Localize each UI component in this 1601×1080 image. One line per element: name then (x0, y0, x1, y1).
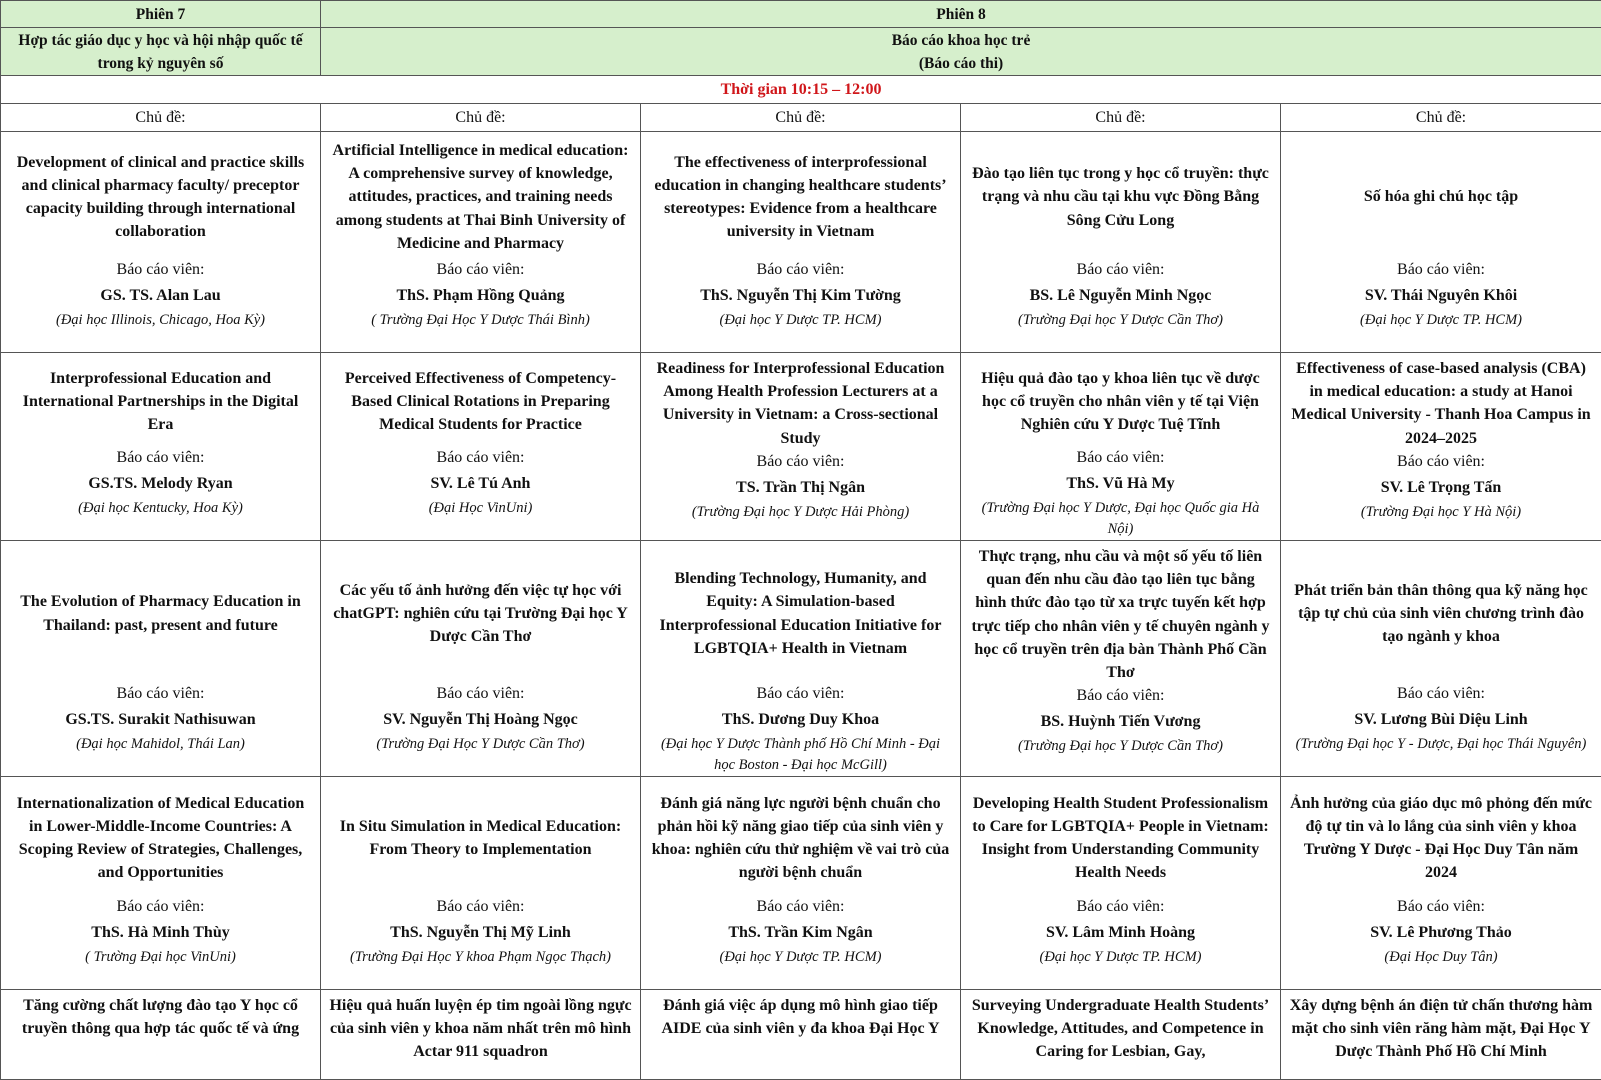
talk-title: The Evolution of Pharmacy Education in Thailand: past, present and future (9, 545, 312, 682)
talk-row (1, 777, 1601, 990)
session8-theme-title: Báo cáo khoa học trẻ (329, 29, 1593, 52)
speaker-name: SV. Lâm Minh Hoàng (969, 919, 1272, 947)
talk-cell (1, 777, 321, 990)
speaker-block (1289, 895, 1593, 989)
talk-cell-content (1281, 132, 1601, 352)
talk-cell (1281, 777, 1601, 990)
talk-title: Tăng cường chất lượng đào tạo Y học cổ truyền thông qua hợp tác quốc tế và ứng (9, 994, 312, 1079)
speaker-affiliation: (Trường Đại Học Y khoa Phạm Ngọc Thạch) (329, 947, 632, 989)
speaker-affiliation: (Đại học Y Dược TP. HCM) (649, 310, 952, 352)
talk-cell-content (641, 541, 960, 776)
talk-row (1, 132, 1601, 353)
speaker-block (969, 895, 1272, 989)
talk-title: Effectiveness of case-based analysis (CBA) in medical education: a study at Hanoi Medical University - Thanh Hoa Campus in 2024–2025 (1289, 357, 1593, 450)
speaker-label: Báo cáo viên: (1289, 450, 1593, 474)
talk-cell (1281, 132, 1601, 353)
speaker-affiliation: (Đại Học Duy Tân) (1289, 947, 1593, 989)
speaker-affiliation: (Đại học Y Dược TP. HCM) (969, 947, 1272, 989)
talk-cell-content (1281, 777, 1601, 989)
speaker-block (329, 895, 632, 989)
speaker-affiliation: (Trường Đại học Y Hà Nội) (1289, 502, 1593, 544)
topic-label: Chủ đề: (961, 104, 1281, 132)
talk-cell-content (321, 132, 640, 352)
theme-row (1, 28, 1601, 76)
speaker-block (9, 446, 312, 540)
speaker-name: ThS. Vũ Hà My (969, 470, 1272, 498)
speaker-name: SV. Thái Nguyên Khôi (1289, 282, 1593, 310)
speaker-affiliation: (Trường Đại học Y - Dược, Đại học Thái Nguyên) (1289, 734, 1593, 776)
speaker-affiliation: (Đại học Illinois, Chicago, Hoa Kỳ) (9, 310, 312, 352)
speaker-affiliation: (Trường Đại học Y Dược Hải Phòng) (649, 502, 952, 544)
speaker-name: SV. Lê Trọng Tấn (1289, 474, 1593, 502)
speaker-label: Báo cáo viên: (969, 684, 1272, 708)
talk-row (1, 353, 1601, 541)
talk-cell (321, 990, 641, 1080)
session8-label: Phiên 8 (321, 1, 1601, 28)
talk-title: The effectiveness of interprofessional education in changing healthcare students’ stereotypes: Evidence from a healthcare university in Vietnam (649, 136, 952, 258)
talk-cell-content (321, 541, 640, 776)
topic-label-row (1, 104, 1601, 132)
talk-cell-content (641, 777, 960, 989)
time-row (1, 76, 1601, 104)
talk-cell-content (1, 990, 320, 1079)
speaker-affiliation: (Đại học Y Dược TP. HCM) (1289, 310, 1593, 352)
speaker-name: SV. Lê Tú Anh (329, 470, 632, 498)
speaker-name: BS. Lê Nguyễn Minh Ngọc (969, 282, 1272, 310)
talk-cell-content (321, 353, 640, 540)
speaker-affiliation: (Đại học Y Dược TP. HCM) (649, 947, 952, 989)
speaker-affiliation: (Trường Đại học Y Dược Cần Thơ) (969, 310, 1272, 352)
talk-title: Hiệu quả đào tạo y khoa liên tục về dược học cổ truyền cho nhân viên y tế tại Viện Nghiên cứu Y Dược Tuệ Tĩnh (969, 357, 1272, 446)
talk-title: In Situ Simulation in Medical Education: From Theory to Implementation (329, 781, 632, 895)
talk-cell (961, 353, 1281, 541)
talk-cell (641, 353, 961, 541)
speaker-block (649, 258, 952, 352)
talk-title: Readiness for Interprofessional Education Among Health Profession Lecturers at a University in Vietnam: a Cross-sectional Study (649, 357, 952, 450)
talk-cell-content (321, 990, 640, 1079)
speaker-label: Báo cáo viên: (329, 895, 632, 919)
speaker-name: BS. Huỳnh Tiến Vương (969, 708, 1272, 736)
speaker-label: Báo cáo viên: (329, 446, 632, 470)
talk-title: Internationalization of Medical Education in Lower-Middle-Income Countries: A Scoping Review of Strategies, Challenges, and Opportunities (9, 781, 312, 895)
talk-cell (321, 132, 641, 353)
speaker-label: Báo cáo viên: (969, 895, 1272, 919)
speaker-affiliation: (Đại học Mahidol, Thái Lan) (9, 734, 312, 776)
speaker-label: Báo cáo viên: (649, 682, 952, 706)
talk-cell-content (961, 990, 1280, 1079)
talk-title: Surveying Undergraduate Health Students’ Knowledge, Attitudes, and Competence in Caring for Lesbian, Gay, (969, 994, 1272, 1079)
session7-label: Phiên 7 (1, 1, 321, 28)
speaker-block (1289, 682, 1593, 776)
talk-cell (321, 541, 641, 777)
speaker-affiliation: ( Trường Đại học VinUni) (9, 947, 312, 989)
speaker-affiliation: (Đại học Y Dược Thành phố Hồ Chí Minh - Đại học Boston - Đại học McGill) (649, 734, 952, 776)
talk-cell-content (961, 777, 1280, 989)
talk-cell (641, 777, 961, 990)
talk-row (1, 541, 1601, 777)
speaker-block (9, 258, 312, 352)
topic-label: Chủ đề: (1, 104, 321, 132)
speaker-block (969, 446, 1272, 540)
speaker-name: SV. Nguyễn Thị Hoàng Ngọc (329, 706, 632, 734)
talk-title: Ảnh hưởng của giáo dục mô phỏng đến mức độ tự tin và lo lắng của sinh viên y khoa Trường Y Dược - Đại Học Duy Tân năm 2024 (1289, 781, 1593, 895)
speaker-name: ThS. Dương Duy Khoa (649, 706, 952, 734)
talk-cell (1281, 541, 1601, 777)
speaker-label: Báo cáo viên: (9, 446, 312, 470)
talk-title: Đào tạo liên tục trong y học cổ truyền: thực trạng và nhu cầu tại khu vực Đồng Bằng Sông Cửu Long (969, 136, 1272, 258)
talk-cell (1, 132, 321, 353)
speaker-label: Báo cáo viên: (649, 450, 952, 474)
talk-title: Blending Technology, Humanity, and Equity: A Simulation-based Interprofessional Education Initiative for LGBTQIA+ Health in Vietnam (649, 545, 952, 682)
talk-title: Các yếu tố ảnh hưởng đến việc tự học với chatGPT: nghiên cứu tại Trường Đại học Y Dược Cần Thơ (329, 545, 632, 682)
talk-cell (1281, 353, 1601, 541)
speaker-label: Báo cáo viên: (9, 258, 312, 282)
speaker-block (9, 895, 312, 989)
speaker-name: ThS. Nguyễn Thị Mỹ Linh (329, 919, 632, 947)
talk-cell-content (1, 132, 320, 352)
talk-title: Thực trạng, nhu cầu và một số yếu tố liên quan đến nhu cầu đào tạo liên tục bằng hình thức đào tạo từ xa trực tuyến kết hợp trực tiếp cho nhân viên y tế chuyên ngành y học cổ truyền trên địa bàn Thành Phố Cần Thơ (969, 545, 1272, 684)
speaker-name: ThS. Nguyễn Thị Kim Tường (649, 282, 952, 310)
talk-cell (1, 541, 321, 777)
talk-title: Artificial Intelligence in medical education: A comprehensive survey of knowledge, attitudes, practices, and training needs among students at Thai Binh University of Medicine and Pharmacy (329, 136, 632, 258)
speaker-block (329, 446, 632, 540)
speaker-affiliation: (Đại học Kentucky, Hoa Kỳ) (9, 498, 312, 540)
speaker-affiliation: ( Trường Đại Học Y Dược Thái Bình) (329, 310, 632, 352)
talk-cell (961, 777, 1281, 990)
talk-cell-content (961, 541, 1280, 776)
speaker-label: Báo cáo viên: (1289, 682, 1593, 706)
session-header-row (1, 1, 1601, 28)
speaker-name: GS.TS. Surakit Nathisuwan (9, 706, 312, 734)
talk-cell-content (1, 541, 320, 776)
talk-title: Perceived Effectiveness of Competency-Based Clinical Rotations in Preparing Medical Students for Practice (329, 357, 632, 446)
talk-title: Interprofessional Education and International Partnerships in the Digital Era (9, 357, 312, 446)
speaker-label: Báo cáo viên: (649, 258, 952, 282)
talk-cell (641, 132, 961, 353)
speaker-block (649, 895, 952, 989)
speaker-block (1289, 450, 1593, 544)
session7-theme: Hợp tác giáo dục y học và hội nhập quốc tế trong kỷ nguyên số (1, 28, 321, 76)
talk-cell-content (641, 990, 960, 1079)
talk-cell-content (641, 132, 960, 352)
speaker-label: Báo cáo viên: (969, 258, 1272, 282)
speaker-label: Báo cáo viên: (1289, 895, 1593, 919)
talk-cell (961, 990, 1281, 1080)
speaker-label: Báo cáo viên: (9, 682, 312, 706)
speaker-block (969, 258, 1272, 352)
talk-cell-content (961, 132, 1280, 352)
talk-title: Đánh giá năng lực người bệnh chuẩn cho phản hồi kỹ năng giao tiếp của sinh viên y khoa: nghiên cứu thử nghiệm về vai trò của người bệnh chuẩn (649, 781, 952, 895)
speaker-label: Báo cáo viên: (9, 895, 312, 919)
session8-theme (321, 28, 1601, 76)
topic-label: Chủ đề: (1281, 104, 1601, 132)
topic-label: Chủ đề: (321, 104, 641, 132)
speaker-affiliation: (Trường Đại học Y Dược Cần Thơ) (969, 736, 1272, 778)
speaker-name: ThS. Phạm Hồng Quảng (329, 282, 632, 310)
talk-cell (1, 353, 321, 541)
talk-cell-content (1, 353, 320, 540)
speaker-label: Báo cáo viên: (1289, 258, 1593, 282)
talk-title: Hiệu quả huấn luyện ép tim ngoài lồng ngực của sinh viên y khoa năm nhất trên mô hình Actar 911 squadron (329, 994, 632, 1079)
talk-row (1, 990, 1601, 1080)
talk-cell-content (321, 777, 640, 989)
talk-cell (321, 353, 641, 541)
speaker-name: SV. Lê Phương Thảo (1289, 919, 1593, 947)
talk-cell-content (1281, 541, 1601, 776)
speaker-affiliation: (Trường Đại học Y Dược, Đại học Quốc gia Hà Nội) (969, 498, 1272, 540)
speaker-label: Báo cáo viên: (969, 446, 1272, 470)
speaker-block (9, 682, 312, 776)
speaker-affiliation: (Trường Đại Học Y Dược Cần Thơ) (329, 734, 632, 776)
speaker-name: ThS. Trần Kim Ngân (649, 919, 952, 947)
talk-cell-content (1281, 353, 1601, 540)
talk-cell (641, 990, 961, 1080)
speaker-block (649, 450, 952, 544)
speaker-block (1289, 258, 1593, 352)
talk-cell (961, 132, 1281, 353)
talk-cell-content (1281, 990, 1601, 1079)
talk-cell (641, 541, 961, 777)
speaker-name: SV. Lương Bùi Diệu Linh (1289, 706, 1593, 734)
talk-cell-content (1, 777, 320, 989)
session8-theme-note: (Báo cáo thi) (329, 52, 1593, 75)
talk-title: Phát triển bản thân thông qua kỹ năng học tập tự chủ của sinh viên chương trình đào tạo ngành y khoa (1289, 545, 1593, 682)
speaker-name: GS. TS. Alan Lau (9, 282, 312, 310)
talk-cell-content (641, 353, 960, 540)
talk-title: Developing Health Student Professionalism to Care for LGBTQIA+ People in Vietnam: Insight from Understanding Community Health Needs (969, 781, 1272, 895)
talk-title: Xây dựng bệnh án điện tử chấn thương hàm mặt cho sinh viên răng hàm mặt, Đại Học Y Dược Thành Phố Hồ Chí Minh (1289, 994, 1593, 1079)
topic-label: Chủ đề: (641, 104, 961, 132)
speaker-block (969, 684, 1272, 778)
speaker-block (649, 682, 952, 776)
talk-title: Số hóa ghi chú học tập (1289, 136, 1593, 258)
speaker-label: Báo cáo viên: (329, 682, 632, 706)
speaker-name: GS.TS. Melody Ryan (9, 470, 312, 498)
speaker-label: Báo cáo viên: (329, 258, 632, 282)
speaker-name: ThS. Hà Minh Thùy (9, 919, 312, 947)
talk-cell-content (961, 353, 1280, 540)
talk-title: Development of clinical and practice skills and clinical pharmacy faculty/ preceptor capacity building through international collaboration (9, 136, 312, 258)
talk-cell (961, 541, 1281, 777)
talk-title: Đánh giá việc áp dụng mô hình giao tiếp AIDE của sinh viên y đa khoa Đại Học Y (649, 994, 952, 1079)
speaker-name: TS. Trần Thị Ngân (649, 474, 952, 502)
speaker-label: Báo cáo viên: (649, 895, 952, 919)
talk-cell (1, 990, 321, 1080)
talk-cell (1281, 990, 1601, 1080)
speaker-block (329, 258, 632, 352)
talk-cell (321, 777, 641, 990)
speaker-affiliation: (Đại Học VinUni) (329, 498, 632, 540)
time-slot: Thời gian 10:15 – 12:00 (1, 76, 1601, 104)
speaker-block (329, 682, 632, 776)
